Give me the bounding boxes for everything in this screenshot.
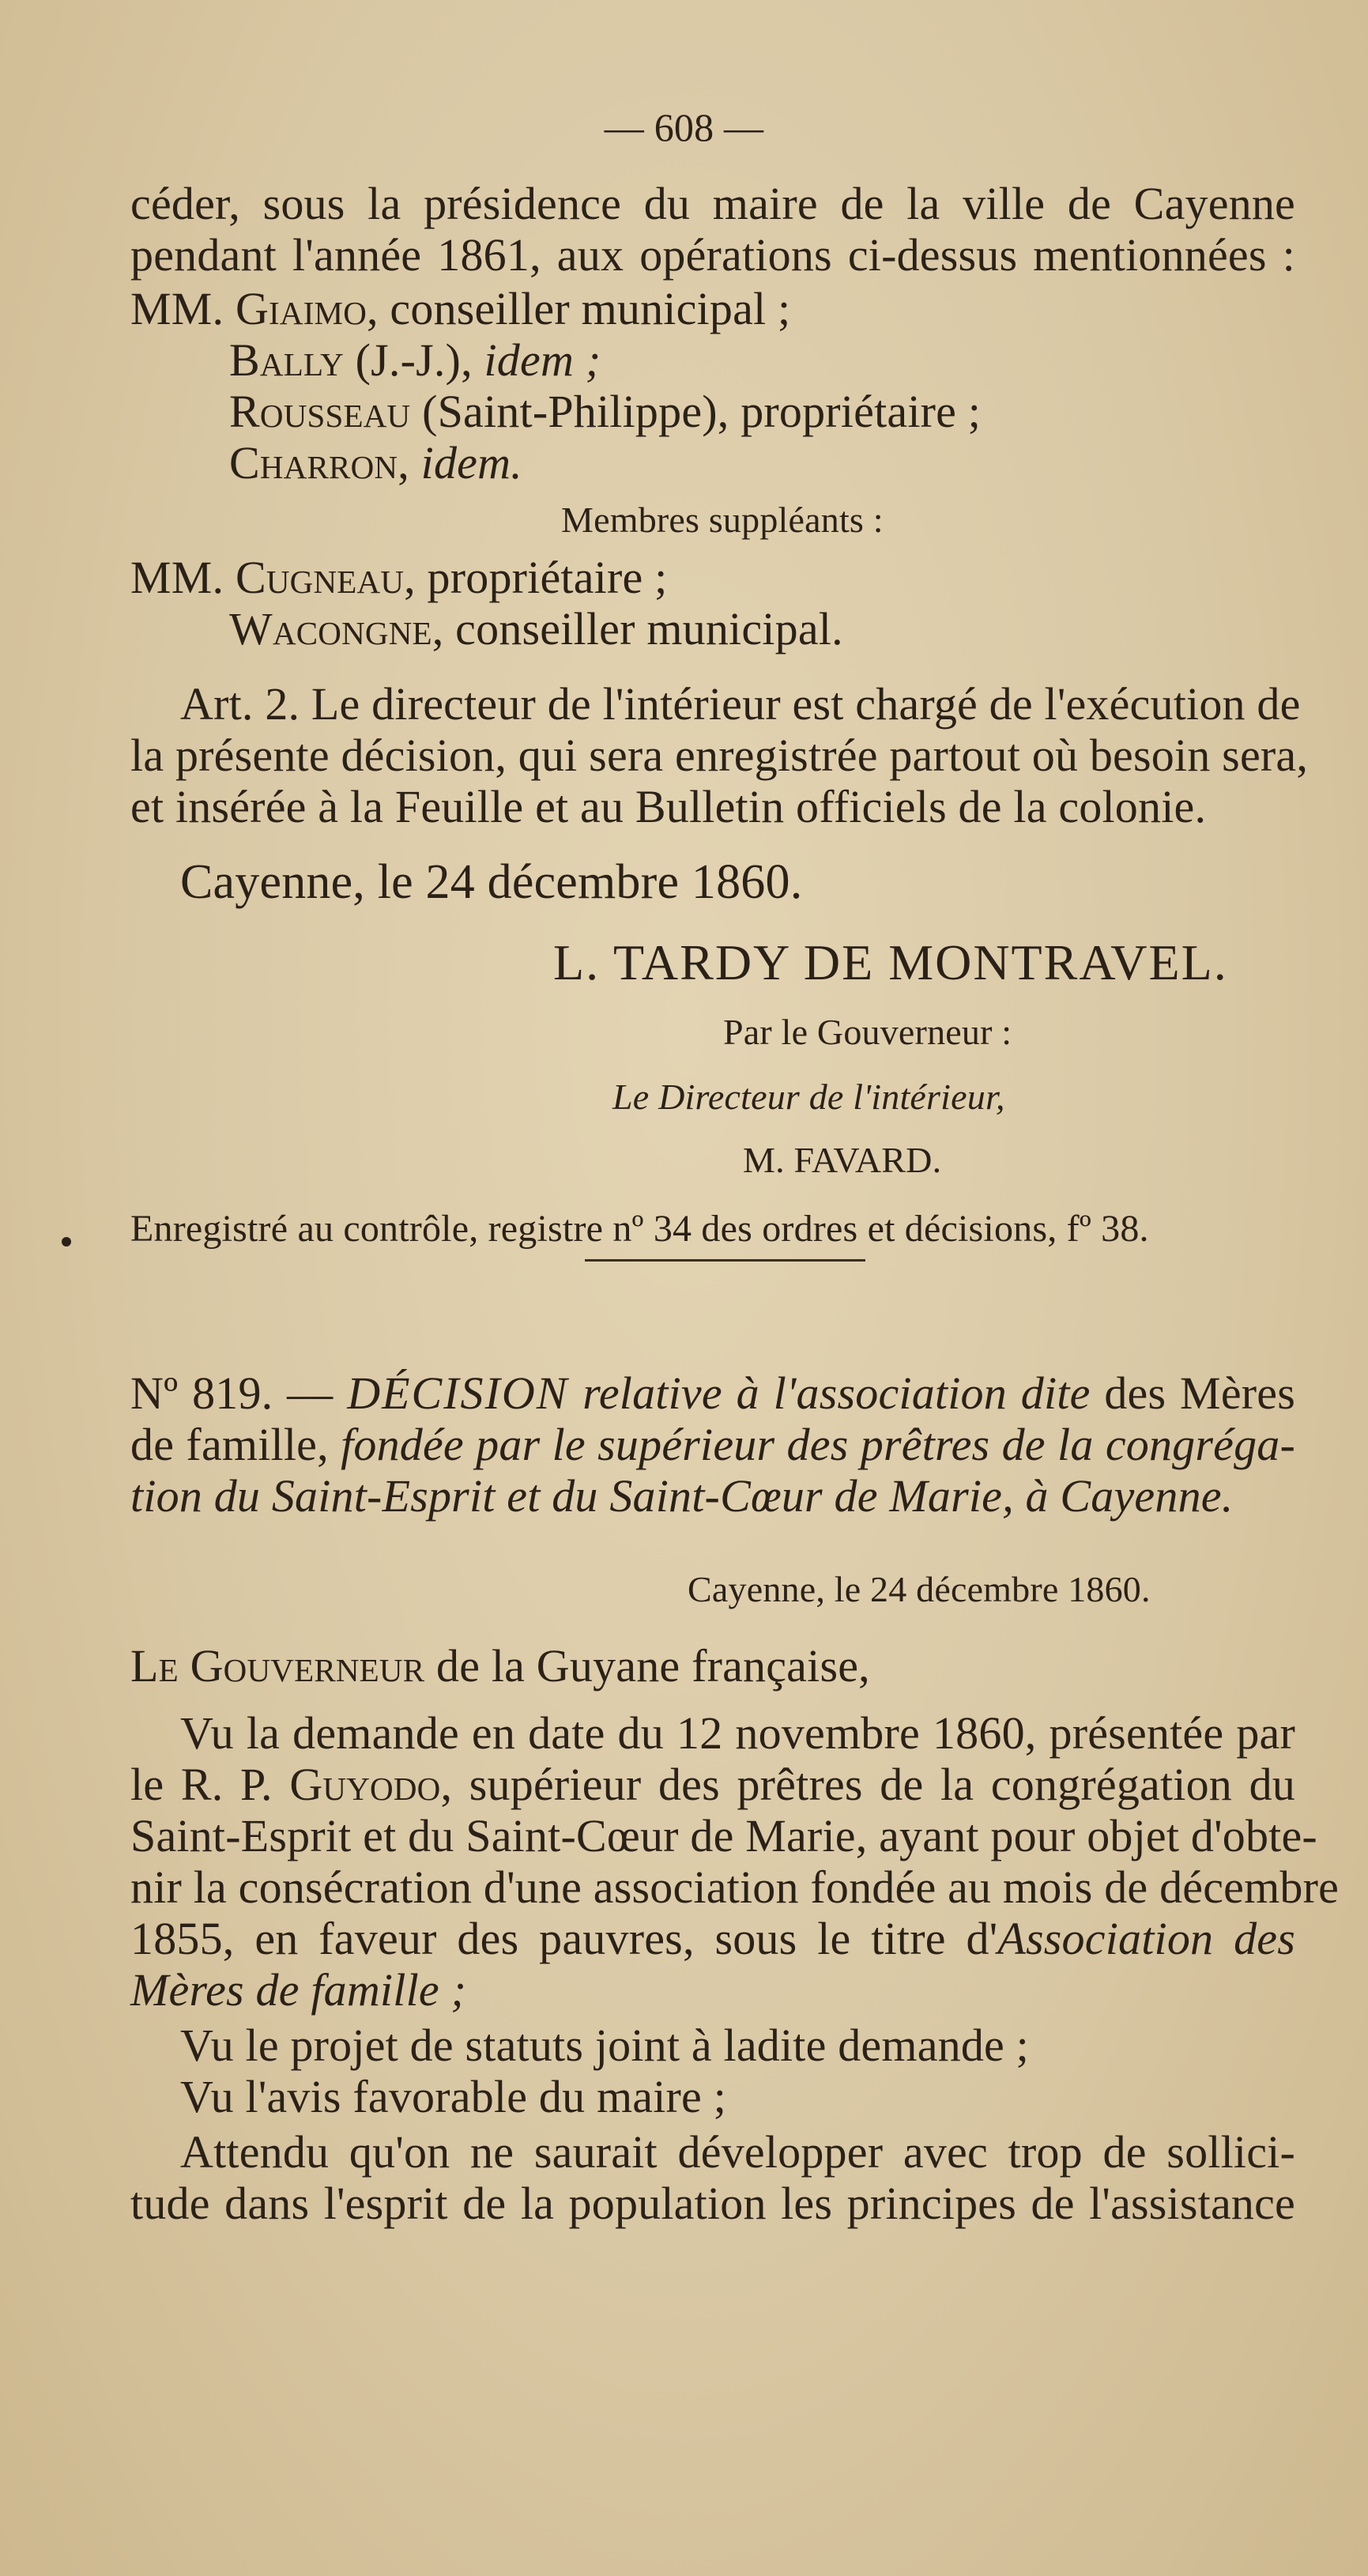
margin-mark	[62, 1237, 71, 1247]
decision-title: de famille, fondée par le supérieur des prêtres de la congréga-	[130, 1419, 1296, 1470]
member-line: MM. Cugneau, propriétaire ;	[130, 552, 668, 603]
text-line: tude dans l'esprit de la population les principes de l'assistance	[130, 2178, 1295, 2229]
text-line: céder, sous la présidence du maire de la ville de Cayenne	[130, 178, 1295, 229]
text-line: Vu le projet de statuts joint à ladite demande ;	[180, 2020, 1029, 2071]
signature-title: Le Directeur de l'intérieur,	[612, 1077, 1005, 1117]
page-number: — 608 —	[604, 105, 764, 149]
decision-title: Nº 819. — DÉCISION relative à l'association dite des Mères	[130, 1367, 1295, 1419]
registration-note: Enregistré au contrôle, registre nº 34 des ordres et décisions, fº 38.	[130, 1208, 1149, 1250]
member-line: Charron, idem.	[229, 437, 522, 488]
date-line: Cayenne, le 24 décembre 1860.	[180, 855, 803, 909]
text-line: la présente décision, qui sera enregistrée partout où besoin sera,	[130, 730, 1309, 781]
decision-title: tion du Saint-Esprit et du Saint-Cœur de Marie, à Cayenne.	[130, 1470, 1234, 1522]
text-line: Attendu qu'on ne saurait développer avec trop de sollici-	[180, 2126, 1295, 2178]
member-line: Rousseau (Saint-Philippe), propriétaire ;	[229, 386, 982, 437]
text-line: Saint-Esprit et du Saint-Cœur de Marie, ayant pour objet d'obte-	[130, 1810, 1317, 1861]
date-line: Cayenne, le 24 décembre 1860.	[688, 1569, 1151, 1609]
section-heading: Membres suppléants :	[561, 500, 884, 540]
text-line: Art. 2. Le directeur de l'intérieur est chargé de l'exécution de	[180, 678, 1301, 730]
text-line: pendant l'année 1861, aux opérations ci-dessus mentionnées :	[130, 229, 1295, 281]
text-line: et insérée à la Feuille et au Bulletin officiels de la colonie.	[130, 781, 1207, 832]
text-line: 1855, en faveur des pauvres, sous le titre d'Association des	[130, 1913, 1295, 1964]
text-line: nir la consécration d'une association fondée au mois de décembre	[130, 1861, 1340, 1913]
text-line: Mères de famille ;	[130, 1964, 467, 2016]
text-line: Vu la demande en date du 12 novembre 1860, présentée par	[180, 1707, 1295, 1759]
text-line: Le Gouverneur de la Guyane française,	[130, 1640, 870, 1692]
signature: L. TARDY DE MONTRAVEL.	[553, 934, 1228, 990]
member-line: Bally (J.-J.), idem ;	[229, 334, 601, 386]
signature-name: M. FAVARD.	[743, 1140, 942, 1180]
text-line: le R. P. Guyodo, supérieur des prêtres de la congrégation du	[130, 1759, 1295, 1810]
member-line: Wacongne, conseiller municipal.	[229, 603, 843, 654]
member-line: MM. Giaimo, conseiller municipal ;	[130, 283, 791, 334]
text-line: Vu l'avis favorable du maire ;	[180, 2071, 727, 2122]
signature-par: Par le Gouverneur :	[723, 1012, 1012, 1052]
divider	[585, 1259, 865, 1262]
